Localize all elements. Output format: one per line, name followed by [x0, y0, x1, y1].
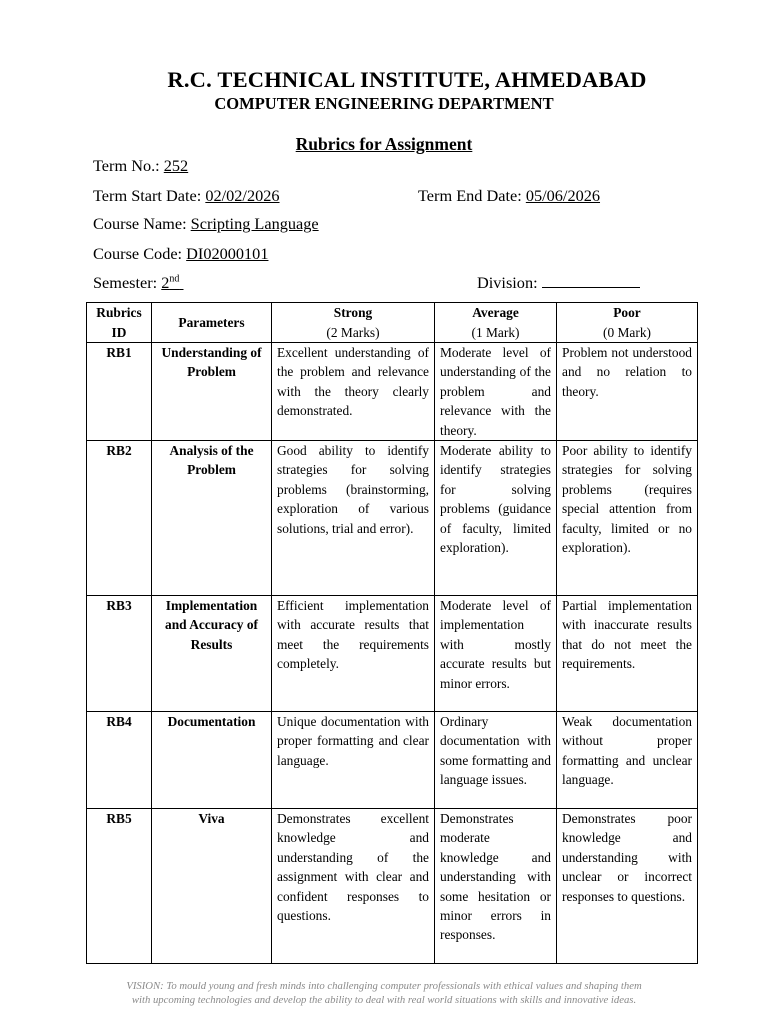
vision-text-line2: with upcoming technologies and develop the ability to deal with real world situations with skills and innovative ideas.: [131, 994, 637, 1006]
table-header-row: [87, 303, 698, 343]
term-no-field: [93, 156, 188, 176]
header-average-label: Average: [472, 305, 519, 321]
header-average-marks: (1 Mark): [471, 324, 520, 340]
course-code-value: DI02000101: [186, 244, 269, 263]
header-strong-label: Strong: [333, 305, 373, 321]
rubric-strong: Unique documentation with proper formatting and clear language.: [272, 712, 435, 809]
rubric-id: RB1: [87, 343, 152, 441]
rubric-id: RB3: [87, 596, 152, 712]
term-start-field: [93, 186, 280, 206]
document-title: Rubrics for Assignment: [295, 134, 473, 154]
table-row-rb3: [87, 596, 698, 712]
rubric-poor: Partial implementation with inaccurate results that do not meet the requirements.: [557, 596, 698, 712]
table-row-rb1: [87, 343, 698, 441]
vision-text: : To mould young and fresh minds into challenging computer professionals with ethical values and shaping them: [160, 980, 642, 992]
course-name-label: Course Name:: [93, 214, 191, 233]
term-end-field: [418, 186, 600, 206]
header-poor-label: Poor: [613, 305, 641, 321]
rubric-parameter: Viva: [152, 809, 272, 964]
semester-label: Semester:: [93, 273, 162, 292]
header-poor: [557, 303, 698, 343]
rubric-average: Moderate level of understanding of the problem and relevance with the theory.: [435, 343, 557, 441]
institute-name: R.C. TECHNICAL INSTITUTE, AHMEDABAD: [167, 67, 647, 92]
term-end-label: Term End Date:: [418, 186, 526, 205]
rubric-average: Ordinary documentation with some formatting and language issues.: [435, 712, 557, 809]
rubric-strong: Demonstrates excellent knowledge and understanding of the assignment with clear and confident responses to questions.: [272, 809, 435, 964]
table-row-rb5: [87, 809, 698, 964]
vision-statement: [0, 979, 768, 1007]
course-code-label: Course Code:: [93, 244, 187, 263]
course-name-value: Scripting Language: [190, 214, 319, 233]
header-strong-marks: (2 Marks): [326, 324, 380, 340]
division-blank: [542, 275, 640, 288]
rubric-parameter: Analysis of the Problem: [152, 441, 272, 596]
term-no-label: Term No.:: [93, 156, 164, 175]
division-field: [477, 273, 640, 293]
term-start-value: 02/02/2026: [205, 186, 280, 205]
rubric-strong: Good ability to identify strategies for solving problems (brainstorming, exploration of various solutions, trial and error).: [272, 441, 435, 596]
rubric-id: RB5: [87, 809, 152, 964]
semester-number: 2: [161, 273, 170, 292]
rubric-poor: Demonstrates poor knowledge and understanding with unclear or incorrect responses to questions.: [557, 809, 698, 964]
rubric-poor: Weak documentation without proper formatting and unclear language.: [557, 712, 698, 809]
header-strong: [272, 303, 435, 343]
term-no-value: 252: [163, 156, 189, 175]
semester-field: [93, 273, 184, 293]
rubric-strong: Excellent understanding of the problem and relevance with the theory clearly demonstrated.: [272, 343, 435, 441]
term-start-label: Term Start Date:: [93, 186, 206, 205]
term-end-value: 05/06/2026: [525, 186, 601, 205]
vision-label: VISION: [126, 980, 161, 992]
rubric-average: Moderate level of implementation with mostly accurate results but minor errors.: [435, 596, 557, 712]
rubric-parameter: Implementation and Accuracy of Results: [152, 596, 272, 712]
rubric-parameter: Understanding of Problem: [152, 343, 272, 441]
rubric-poor: Poor ability to identify strategies for solving problems (requires special attention from faculty, limited or no exploration).: [557, 441, 698, 596]
rubric-poor: Problem not understood and no relation to theory.: [557, 343, 698, 441]
rubric-strong: Efficient implementation with accurate results that meet the requirements completely.: [272, 596, 435, 712]
department-name: COMPUTER ENGINEERING DEPARTMENT: [214, 94, 554, 113]
table-row-rb4: [87, 712, 698, 809]
semester-suffix: nd: [169, 273, 180, 285]
course-name-field: [93, 214, 319, 234]
header-parameters: Parameters: [152, 303, 272, 343]
rubric-average: Moderate ability to identify strategies for solving problems (guidance of faculty, limited exploration).: [435, 441, 557, 596]
header-average: [435, 303, 557, 343]
header-rubrics-id: Rubrics ID: [87, 303, 152, 343]
table-row-rb2: [87, 441, 698, 596]
division-label: Division:: [477, 273, 542, 292]
rubric-average: Demonstrates moderate knowledge and understanding with some hesitation or minor errors in responses.: [435, 809, 557, 964]
header-poor-marks: (0 Mark): [603, 324, 651, 340]
course-code-field: [93, 244, 268, 264]
rubric-id: RB2: [87, 441, 152, 596]
rubric-id: RB4: [87, 712, 152, 809]
semester-value: [161, 273, 183, 292]
rubrics-table: [86, 302, 698, 964]
rubric-parameter: Documentation: [152, 712, 272, 809]
